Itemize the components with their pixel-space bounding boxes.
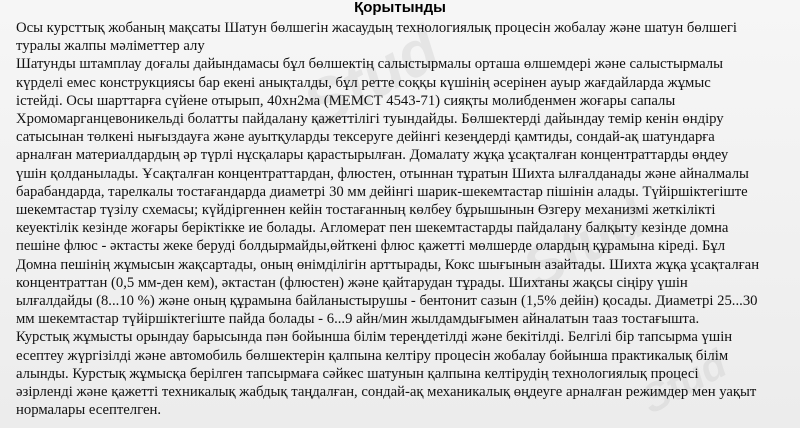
- text-line: күрделі емес конструкциясы бар екені анықталды, бұл ретте соққы күшінің әсерінен ауыр жағдайларда жұмыс: [16, 74, 711, 91]
- text-line: нормалары есептелген.: [16, 402, 162, 419]
- text-line: ылғалдайды (8...10 %) және оның құрамына байланыстырушы - бентонит сазын (1,5% дейін) қосады. Диаметрі 25...30: [16, 293, 758, 310]
- text-line: Хромомарганцевоникельді болатты пайдалану қажеттілігі туындайды. Бөлшектерді дайындау темір кенін өндіру: [16, 111, 724, 128]
- watermark: Stud: [512, 184, 657, 303]
- text-line: мм шекемтастар түйіршіктегіште пайда болады - 6...9 айн/мин жылдамдығымен айналатын тааз тостағышта.: [16, 311, 700, 328]
- text-line: Домна пешінің жұмысын жақсартады, оның өнімділігін арттырады, Кокс шығынын азайтады. Шихта жұқа ұсақталған: [16, 256, 760, 273]
- text-line: концентраттан (0,5 мм-ден кем), әктастан (флюстен) және қайтарудан тұрады. Шихтаны жақсы сіңіру үшін: [16, 274, 688, 291]
- text-line: шекемтастар түзілу схемасы; күйдіргеннен кейін тостағанның көлбеу бұрышынын Өзгеру механизмі жеткілікті: [16, 202, 716, 219]
- text-line: Шатунды штамплау доғалы дайындамасы бұл бөлшектің салыстырмалы орташа өлшемдері және салыстырмалы: [16, 56, 723, 73]
- text-line: сатысынан төлкені нығыздауға және ауытқуларды тексеруге дейінгі кезеңдерді қамтиды, сондай-ақ шатундарға: [16, 129, 715, 146]
- text-line: әзірленді және қажетті техникалық жабдық таңдалған, сондай-ақ механикалық өңдеуге арналған режимдер мен уақыт: [16, 384, 757, 401]
- document-body: [16, 19, 788, 419]
- watermark: Stud: [634, 341, 734, 423]
- page-title: Қорытынды: [354, 0, 446, 16]
- text-line: Курстық жұмысты орындау барысында пән бойынша білім тереңдетілді және бекітілді. Белгілі бір тапсырма үшін: [16, 329, 733, 346]
- watermark: Stud: [291, 11, 451, 143]
- text-line: кеуектілік кезінде жоғары беріктікке ие болады. Агломерат пен шекемтастарды пайдалану балқыту кезінде домна: [16, 220, 729, 237]
- text-line: Осы курсттық жобаның мақсаты Шатун бөлшегін жасаудың технологиялық процесін жобалау және шатун бөлшегі: [16, 20, 737, 36]
- text-line: пешіне флюс - әктасты жеке беруді болдырмайды,өйткені флюс қажетті мөлшерде олардың құрамына кіреді. Бұл: [16, 238, 726, 255]
- text-line: істейді. Осы шарттарға сүйене отырып, 40хн2ма (МЕМСТ 4543-71) сияқты молибденмен жоғары сапалы: [16, 92, 676, 109]
- text-line: есептеу жүргізілді және автомобиль бөлшектерін қалпына келтіру процесін жобалау бойынша практикалық білім: [16, 347, 729, 364]
- text-line: үшін қолданылады. Ұсақталған концентраттардан, флюстен, отыннан тұратын Шихта ылғалданады және айналмалы: [16, 165, 749, 182]
- text-line: алынды. Курстық жұмысқа берілген тапсырмаға сәйкес шатунын қалпына келтірудің технологиялық процесі: [16, 365, 699, 382]
- text-line: барабандарда, тарелкалы тостағандарда диаметрі 30 мм дейінгі шарик-шекемтастар пішінін алады. Түйіршіктегіште: [16, 183, 748, 200]
- text-line: туралы жалпы мәліметтер алу: [16, 38, 205, 55]
- text-line: арналған материалдардың әр түрлі нұсқалары қарастырылған. Домалату жұқа ұсақталған концентраттарды өңдеу: [16, 147, 729, 164]
